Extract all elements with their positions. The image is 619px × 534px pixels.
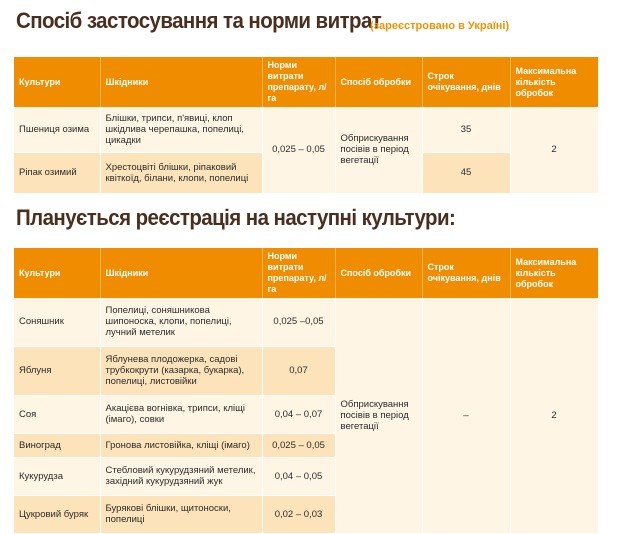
crop-cell: Пшениця озима (14, 107, 100, 152)
pests-cell: Хрестоцвіті блішки, ріпаковий квіткоїд, білани, клопи, попелиці (100, 152, 262, 193)
header-rate: Норми витрати препарату, л/га (262, 57, 335, 107)
header-crops: Культури (14, 57, 100, 107)
wait-cell: 45 (422, 152, 510, 193)
pests-cell: Акацієва вогнівка, трипси, кліщі (імаго), совки (100, 395, 262, 433)
pests-cell: Попелиці, соняшникова шипоноска, клопи, попелиці, лучний метелик (100, 298, 262, 346)
crop-cell: Яблуня (14, 346, 100, 395)
header-crops: Культури (14, 248, 100, 298)
table-header-row (14, 248, 598, 298)
rate-cell: 0,025 – 0,05 (262, 107, 335, 193)
method-cell: Обприскування посівів в період вегетації (335, 298, 422, 533)
header-method: Спосіб обробки (335, 57, 422, 107)
crop-cell: Кукурудза (14, 457, 100, 495)
header-pests: Шкідники (100, 248, 262, 298)
header-wait: Строк очікування, днів (422, 57, 510, 107)
table-header-row (14, 57, 598, 107)
rate-cell: 0,025 – 0,05 (262, 433, 335, 457)
pests-cell: Гронова листовійка, кліщі (імаго) (100, 433, 262, 457)
header-wait: Строк очікування, днів (422, 248, 510, 298)
section-title-planned: Планується реєстрація на наступні культури: (16, 205, 456, 230)
rate-cell: 0,02 – 0,03 (262, 495, 335, 533)
crop-cell: Ріпак озимий (14, 152, 100, 193)
pests-cell: Бурякові блішки, щитоноски, попелиці (100, 495, 262, 533)
wait-cell: – (422, 298, 510, 533)
crop-cell: Соя (14, 395, 100, 433)
rate-cell: 0,025 –0,05 (262, 298, 335, 346)
wait-cell: 35 (422, 107, 510, 152)
section-title-usage: Спосіб застосування та норми витрат (16, 8, 382, 33)
header-method: Спосіб обробки (335, 248, 422, 298)
max-cell: 2 (510, 298, 598, 533)
usage-table (14, 57, 599, 194)
crop-cell: Виноград (14, 433, 100, 457)
planned-table (14, 248, 599, 534)
table-row (14, 107, 598, 152)
max-cell: 2 (510, 107, 598, 193)
rate-cell: 0,04 – 0,05 (262, 457, 335, 495)
rate-cell: 0,07 (262, 346, 335, 395)
pests-cell: Стебловий кукурудзяний метелик, західний кукурудзяний жук (100, 457, 262, 495)
pests-cell: Блішки, трипси, п'явиці, клоп шкідлива черепашка, попелиці, цикадки (100, 107, 262, 152)
header-max: Максимальна кількість обробок (510, 248, 598, 298)
header-rate: Норми витрати препарату, л/га (262, 248, 335, 298)
rate-cell: 0,04 – 0,07 (262, 395, 335, 433)
registration-note: (зареєстровано в Україні) (370, 20, 510, 32)
header-pests: Шкідники (100, 57, 262, 107)
pests-cell: Яблунева плодожерка, садові трубкокрути (казарка, букарка), попелиці, листовійки (100, 346, 262, 395)
table-row (14, 298, 598, 346)
crop-cell: Соняшник (14, 298, 100, 346)
method-cell: Обприскування посівів в період вегетації (335, 107, 422, 193)
crop-cell: Цукровий буряк (14, 495, 100, 533)
header-max: Максимальна кількість обробок (510, 57, 598, 107)
